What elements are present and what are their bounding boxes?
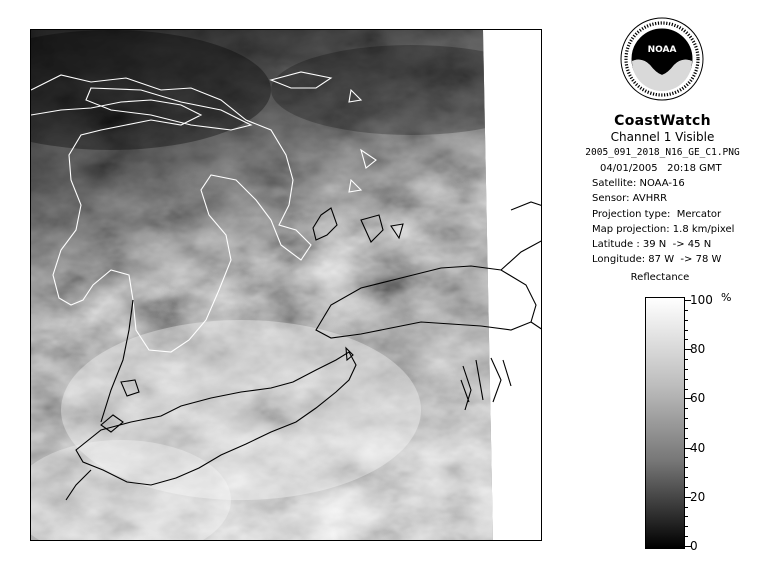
brand-title: CoastWatch xyxy=(614,113,711,129)
scale-tick-label: 80 xyxy=(690,342,706,357)
satellite-map xyxy=(30,29,542,541)
scale-minor-tick xyxy=(685,369,688,370)
scale-minor-tick xyxy=(685,389,688,390)
scale-minor-tick xyxy=(685,467,688,468)
scale-minor-tick xyxy=(685,330,688,331)
scale-minor-tick xyxy=(685,507,688,508)
scale-tick-label: 20 xyxy=(690,489,706,504)
satellite-name: Satellite: NOAA-16 xyxy=(592,178,685,190)
scale-minor-tick xyxy=(685,339,688,340)
scale-tick-label: 0 xyxy=(690,539,698,553)
map-projection: Map projection: 1.8 km/pixel xyxy=(592,223,735,235)
scale-minor-tick xyxy=(685,428,688,429)
noaa-logo xyxy=(620,17,704,101)
scale-minor-tick xyxy=(685,320,688,321)
scale-title: Reflectance xyxy=(630,272,690,283)
scale-minor-tick xyxy=(685,457,688,458)
scale-minor-tick xyxy=(685,487,688,488)
scale-tick-label: 40 xyxy=(690,440,706,455)
channel-label: Channel 1 Visible xyxy=(610,130,715,144)
scale-minor-tick xyxy=(685,536,688,537)
scale-tick-label: 60 xyxy=(690,391,706,406)
longitude-range: Longitude: 87 W -> 78 W xyxy=(592,254,722,266)
sensor-name: Sensor: AVHRR xyxy=(592,193,668,205)
scale-minor-tick xyxy=(685,438,688,439)
image-metadata xyxy=(592,161,734,267)
scale-minor-tick xyxy=(685,310,688,311)
satellite-imagery xyxy=(31,30,542,541)
cloud-layer xyxy=(31,30,542,541)
latitude-range: Latitude : 39 N -> 45 N xyxy=(592,239,712,251)
scale-minor-tick xyxy=(685,418,688,419)
scale-tick-label: 100 xyxy=(690,293,713,307)
projection-type: Projection type: Mercator xyxy=(592,208,722,220)
scale-minor-tick xyxy=(685,408,688,409)
image-filename: 2005_091_2018_N16_GE_C1.PNG xyxy=(585,147,740,158)
reflectance-color-bar xyxy=(645,297,685,549)
scale-minor-tick xyxy=(685,526,688,527)
scale-minor-tick xyxy=(685,359,688,360)
acquisition-datetime: 04/01/2005 20:18 GMT xyxy=(600,163,722,174)
svg-text:NOAA: NOAA xyxy=(647,45,677,55)
scale-minor-tick xyxy=(685,379,688,380)
scale-unit: % xyxy=(721,291,732,304)
scale-minor-tick xyxy=(685,516,688,517)
scale-minor-tick xyxy=(685,477,688,478)
